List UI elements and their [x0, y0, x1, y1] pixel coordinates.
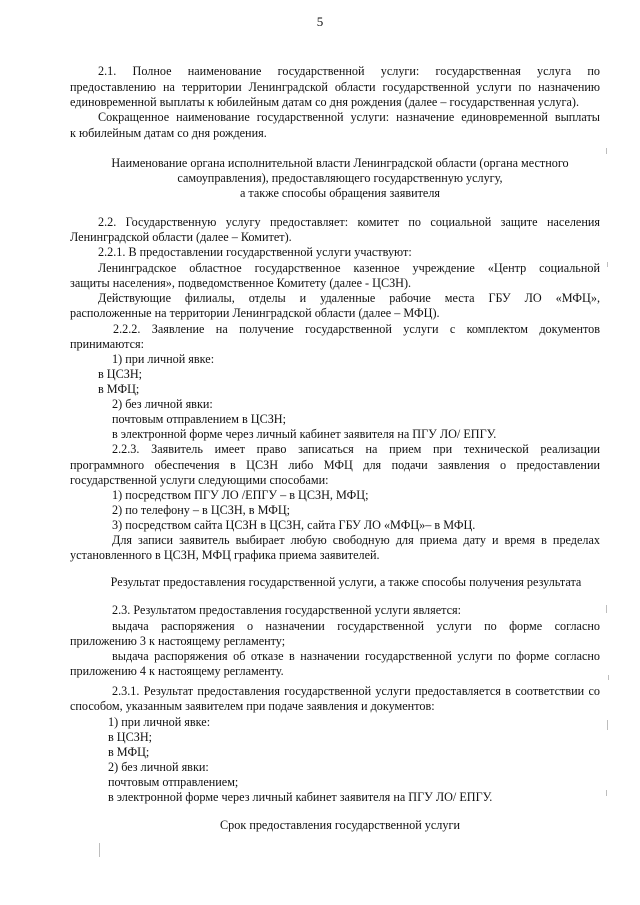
- paragraph-line: 2.2. Государственную услугу предоставляет: комитет по социальной защите населения: [98, 215, 600, 229]
- paragraph-line: Сокращенное наименование государственной услуги: назначение единовременной выплаты: [98, 110, 600, 124]
- list-item: в ЦСЗН;: [98, 367, 143, 381]
- scan-mark: [607, 720, 608, 730]
- paragraph-line: приложению 4 к настоящему регламенту.: [70, 664, 284, 678]
- list-item: в МФЦ;: [98, 382, 140, 396]
- paragraph-line: установленного в ЦСЗН, МФЦ графика приема заявителей.: [70, 548, 380, 562]
- paragraph-line: защиты населения», подведомственное Комитету (далее - ЦСЗН).: [70, 276, 412, 290]
- paragraph-line: Ленинградской области (далее – Комитет).: [70, 230, 292, 244]
- paragraph-line: 2.2.2. Заявление на получение государственной услуги с комплектом документов: [113, 322, 600, 336]
- paragraph-line: программного обеспечения в ЦСЗН либо МФЦ для подачи заявления о предоставлении: [70, 458, 600, 472]
- scan-mark: [606, 605, 607, 613]
- section-heading: Срок предоставления государственной услуги: [220, 818, 460, 832]
- paragraph-line: Ленинградское областное государственное казенное учреждение «Центр социальной: [98, 261, 600, 275]
- list-item: в электронной форме через личный кабинет заявителя на ПГУ ЛО/ ЕПГУ.: [108, 790, 493, 804]
- list-item: в МФЦ;: [108, 745, 150, 759]
- section-heading: Результат предоставления государственной услуги, а также способы получения результата: [110, 575, 582, 589]
- paragraph-line: к юбилейным датам со дня рождения.: [70, 126, 267, 140]
- scan-mark: [608, 675, 609, 680]
- list-item: в ЦСЗН;: [108, 730, 153, 744]
- section-heading: самоуправления), предоставляющего государственную услугу,: [177, 171, 503, 185]
- list-item: 1) при личной явке:: [108, 715, 211, 729]
- section-heading: Наименование органа исполнительной власти Ленинградской области (органа местного: [111, 156, 569, 170]
- list-item: 3) посредством сайта ЦСЗН в ЦСЗН, сайта ГБУ ЛО «МФЦ»– в МФЦ.: [112, 518, 476, 532]
- list-item: 2) без личной явки:: [108, 760, 209, 774]
- scan-mark: [99, 843, 100, 857]
- paragraph-line: Для записи заявитель выбирает любую свободную для приема дату и время в пределах: [112, 533, 600, 547]
- paragraph-line: приложению 3 к настоящему регламенту;: [70, 634, 286, 648]
- paragraph-line: Действующие филиалы, отделы и удаленные рабочие места ГБУ ЛО «МФЦ»,: [98, 291, 600, 305]
- paragraph-line: государственной услуги следующими способами:: [70, 473, 329, 487]
- paragraph-line: 2.3.1. Результат предоставления государственной услуги предоставляется в соответствии со: [112, 684, 600, 698]
- paragraph-line: 2.3. Результатом предоставления государственной услуги является:: [112, 603, 462, 617]
- list-item: 1) при личной явке:: [112, 352, 215, 366]
- list-item: 1) посредством ПГУ ЛО /ЕПГУ – в ЦСЗН, МФЦ;: [112, 488, 369, 502]
- scan-mark: [606, 148, 607, 154]
- paragraph-line: расположенные на территории Ленинградской области (далее – МФЦ).: [70, 306, 440, 320]
- list-item: в электронной форме через личный кабинет заявителя на ПГУ ЛО/ ЕПГУ.: [112, 427, 497, 441]
- section-heading: а также способы обращения заявителя: [239, 186, 441, 200]
- list-item: почтовым отправлением;: [108, 775, 239, 789]
- paragraph-line: 2.2.1. В предоставлении государственной услуги участвуют:: [98, 245, 412, 259]
- paragraph-line: предоставлению на территории Ленинградской области государственной услуги по назначению: [70, 80, 600, 94]
- paragraph-line: 2.2.3. Заявитель имеет право записаться на прием при технической реализации: [112, 442, 600, 456]
- page-number: 5: [316, 14, 324, 29]
- scan-mark: [607, 262, 608, 267]
- list-item: 2) без личной явки:: [112, 397, 213, 411]
- list-item: почтовым отправлением в ЦСЗН;: [112, 412, 286, 426]
- paragraph-line: выдача распоряжения о назначении государственной услуги по форме согласно: [112, 619, 600, 633]
- paragraph-line: способом, указанным заявителем при подаче заявления и документов:: [70, 699, 435, 713]
- paragraph-line: единовременной выплаты к юбилейным датам со дня рождения (далее – государственная услуга).: [70, 95, 579, 109]
- list-item: 2) по телефону – в ЦСЗН, в МФЦ;: [112, 503, 291, 517]
- paragraph-line: выдача распоряжения об отказе в назначении государственной услуги по форме согласно: [112, 649, 600, 663]
- paragraph-line: принимаются:: [70, 337, 145, 351]
- paragraph-line: 2.1. Полное наименование государственной услуги: государственная услуга по: [98, 64, 600, 78]
- scan-mark: [606, 790, 607, 796]
